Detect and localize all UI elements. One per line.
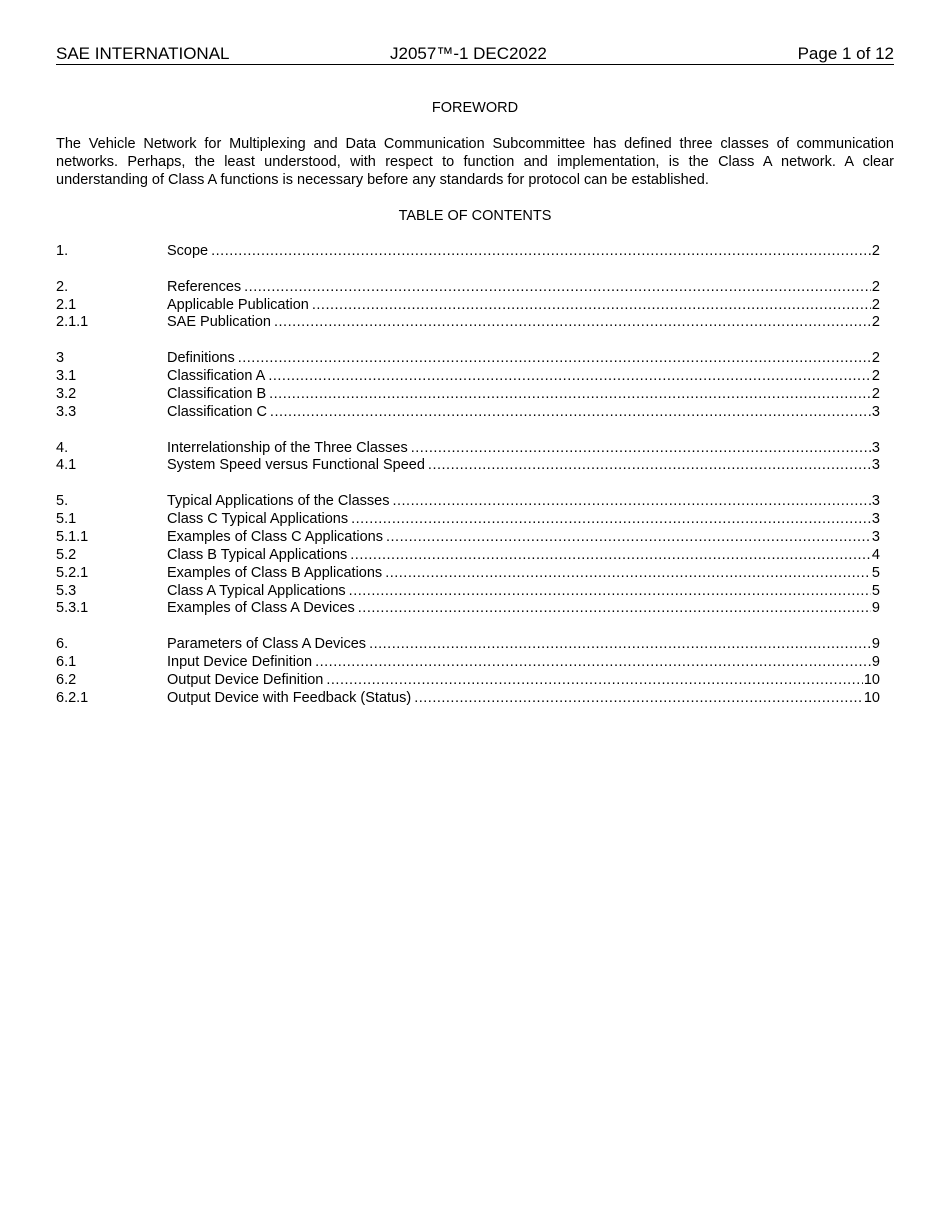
toc-entry-title[interactable]: Examples of Class A Devices xyxy=(167,600,355,617)
toc-group xyxy=(56,350,880,422)
header-page-number: Page 1 of 12 xyxy=(797,44,894,63)
toc-group xyxy=(56,279,880,333)
toc-entry[interactable] xyxy=(56,583,880,601)
toc-entry-page[interactable]: 3 xyxy=(871,439,880,456)
toc-entry-number: 2.1.1 xyxy=(56,314,89,331)
toc-dot-leader xyxy=(268,368,871,386)
toc-entry-page[interactable]: 10 xyxy=(863,689,880,706)
toc-dot-leader xyxy=(315,654,871,672)
toc-entry-page[interactable]: 2 xyxy=(871,350,880,367)
toc-group xyxy=(56,636,880,708)
toc-entry-page[interactable]: 2 xyxy=(871,296,880,313)
toc-entry-title[interactable]: Parameters of Class A Devices xyxy=(167,636,367,653)
toc-entry-number: 3.3 xyxy=(56,403,77,420)
toc-dot-leader xyxy=(350,547,871,565)
table-of-contents xyxy=(56,243,880,708)
toc-entry-page[interactable]: 5 xyxy=(871,582,880,599)
toc-entry-page[interactable]: 3 xyxy=(871,510,880,527)
toc-entry-page[interactable]: 9 xyxy=(871,636,880,653)
foreword-heading: FOREWORD xyxy=(431,100,519,116)
header-document-id: J2057™-1 DEC2022 xyxy=(390,44,547,63)
toc-entry[interactable] xyxy=(56,493,880,511)
toc-entry-page[interactable]: 2 xyxy=(871,243,880,259)
toc-dot-leader xyxy=(369,636,871,654)
toc-dot-leader xyxy=(312,297,871,315)
toc-entry-title[interactable]: Typical Applications of the Classes xyxy=(167,493,390,510)
toc-entry-title[interactable]: Class A Typical Applications xyxy=(167,582,346,599)
toc-entry-number: 3.2 xyxy=(56,385,77,402)
page-header xyxy=(56,44,894,65)
toc-entry-page[interactable]: 9 xyxy=(871,600,880,617)
toc-dot-leader xyxy=(411,440,871,458)
toc-dot-leader xyxy=(326,672,863,690)
toc-group xyxy=(56,493,880,618)
toc-group xyxy=(56,243,880,261)
document-page xyxy=(56,44,894,725)
toc-dot-leader xyxy=(349,583,871,601)
toc-entry-number: 6.2.1 xyxy=(56,689,89,706)
toc-entry-number: 3.1 xyxy=(56,368,77,385)
toc-entry[interactable] xyxy=(56,279,880,297)
toc-entry[interactable] xyxy=(56,368,880,386)
toc-entry-title[interactable]: Examples of Class B Applications xyxy=(167,564,383,581)
toc-entry[interactable] xyxy=(56,654,880,672)
toc-entry-page[interactable]: 3 xyxy=(871,457,880,474)
toc-entry[interactable] xyxy=(56,386,880,404)
toc-entry-number: 6. xyxy=(56,636,69,653)
toc-entry-page[interactable]: 5 xyxy=(871,564,880,581)
toc-dot-leader xyxy=(392,493,870,511)
toc-entry-title[interactable]: Classification A xyxy=(167,368,266,385)
toc-entry-title[interactable]: Classification B xyxy=(167,385,267,402)
toc-entry[interactable] xyxy=(56,243,880,261)
toc-entry-number: 5.1 xyxy=(56,510,77,527)
toc-entry-number: 4.1 xyxy=(56,457,77,474)
toc-entry[interactable] xyxy=(56,565,880,583)
toc-entry-page[interactable]: 3 xyxy=(871,403,880,420)
toc-entry-title[interactable]: Class C Typical Applications xyxy=(167,510,349,527)
toc-entry-title[interactable]: Interrelationship of the Three Classes xyxy=(167,439,408,456)
toc-entry-title[interactable]: Applicable Publication xyxy=(167,296,309,313)
toc-dot-leader xyxy=(211,243,871,261)
toc-entry[interactable] xyxy=(56,440,880,458)
toc-dot-leader xyxy=(414,690,863,708)
toc-entry-page[interactable]: 9 xyxy=(871,654,880,671)
toc-entry-number: 3 xyxy=(56,350,65,367)
foreword-paragraph: The Vehicle Network for Multiplexing and Data Communication Subcommittee has defined three classes of communication networks. Perhaps, the least understood, with respect to function and implementation, is the Class A network. A clear understanding of Class A functions is necessary before any standards for protocol can be established. xyxy=(56,136,894,188)
toc-entry[interactable] xyxy=(56,511,880,529)
toc-dot-leader xyxy=(351,511,871,529)
toc-entry-number: 5.3.1 xyxy=(56,600,89,617)
toc-entry[interactable] xyxy=(56,457,880,475)
toc-entry-title[interactable]: Output Device Definition xyxy=(167,671,324,688)
toc-entry[interactable] xyxy=(56,404,880,422)
toc-entry[interactable] xyxy=(56,297,880,315)
toc-dot-leader xyxy=(269,386,871,404)
toc-entry-title[interactable]: Scope xyxy=(167,243,209,259)
toc-entry-title[interactable]: Class B Typical Applications xyxy=(167,546,348,563)
toc-entry-page[interactable]: 3 xyxy=(871,528,880,545)
toc-entry-number: 2. xyxy=(56,278,69,295)
toc-entry[interactable] xyxy=(56,314,880,332)
toc-entry-page[interactable]: 2 xyxy=(871,385,880,402)
toc-dot-leader xyxy=(238,350,871,368)
toc-entry-page[interactable]: 4 xyxy=(871,546,880,563)
toc-entry[interactable] xyxy=(56,636,880,654)
toc-entry-title[interactable]: Classification C xyxy=(167,403,267,420)
toc-entry[interactable] xyxy=(56,672,880,690)
toc-entry-page[interactable]: 2 xyxy=(871,314,880,331)
toc-entry-number: 5.2 xyxy=(56,546,77,563)
toc-dot-leader xyxy=(270,404,871,422)
toc-dot-leader xyxy=(385,565,871,583)
toc-dot-leader xyxy=(244,279,871,297)
toc-entry-page[interactable]: 2 xyxy=(871,368,880,385)
toc-entry-number: 5. xyxy=(56,493,69,510)
toc-dot-leader xyxy=(428,457,871,475)
toc-dot-leader xyxy=(386,529,871,547)
toc-entry-number: 6.1 xyxy=(56,654,77,671)
toc-entry-page[interactable]: 2 xyxy=(871,278,880,295)
toc-entry-number: 2.1 xyxy=(56,296,77,313)
toc-group xyxy=(56,440,880,476)
toc-entry-title[interactable]: Examples of Class C Applications xyxy=(167,528,383,545)
toc-entry[interactable] xyxy=(56,529,880,547)
toc-entry-page[interactable]: 10 xyxy=(863,671,880,688)
toc-entry[interactable] xyxy=(56,547,880,565)
toc-entry-number: 5.2.1 xyxy=(56,564,89,581)
toc-entry[interactable] xyxy=(56,600,880,618)
toc-entry-number: 5.1.1 xyxy=(56,528,89,545)
toc-entry-title[interactable]: Input Device Definition xyxy=(167,654,313,671)
toc-entry-title[interactable]: Definitions xyxy=(167,350,235,367)
header-organization: SAE INTERNATIONAL xyxy=(56,44,230,63)
toc-entry-number: 5.3 xyxy=(56,582,77,599)
toc-dot-leader xyxy=(358,600,871,618)
toc-entry-title[interactable]: References xyxy=(167,278,242,295)
toc-entry-title[interactable]: System Speed versus Functional Speed xyxy=(167,457,425,474)
toc-entry-number: 4. xyxy=(56,439,69,456)
toc-entry[interactable] xyxy=(56,690,880,708)
toc-heading: TABLE OF CONTENTS xyxy=(398,208,552,224)
toc-entry-title[interactable]: Output Device with Feedback (Status) xyxy=(167,689,412,706)
toc-entry-page[interactable]: 3 xyxy=(871,493,880,510)
toc-dot-leader xyxy=(274,314,871,332)
toc-entry-number: 1. xyxy=(56,243,69,259)
toc-entry-number: 6.2 xyxy=(56,671,77,688)
toc-entry-title[interactable]: SAE Publication xyxy=(167,314,271,331)
toc-entry[interactable] xyxy=(56,350,880,368)
